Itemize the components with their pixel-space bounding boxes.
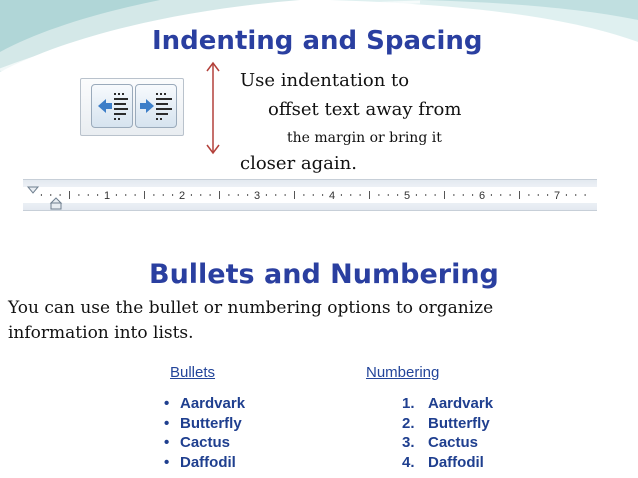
number-marker: 2. — [402, 414, 415, 432]
left-indent-marker[interactable] — [51, 203, 61, 209]
hanging-indent-marker[interactable] — [51, 198, 61, 203]
body-line-1: You can use the bullet or numbering options to organize — [8, 298, 494, 318]
ruler-number: 2 — [178, 190, 186, 202]
ruler-number: 4 — [328, 190, 336, 202]
bullet-marker: • — [164, 453, 170, 471]
list-item-label: Daffodil — [428, 453, 484, 471]
indent-toolbar — [80, 78, 184, 136]
body-paragraph — [8, 296, 608, 346]
number-marker: 1. — [402, 395, 415, 412]
ruler-number: 6 — [478, 190, 486, 202]
decrease-indent-button[interactable] — [91, 84, 133, 128]
bullets-heading: Bullets — [170, 364, 216, 381]
list-item — [164, 394, 245, 414]
bullet-marker: • — [164, 434, 170, 451]
ruler-number: 5 — [403, 190, 411, 202]
list-item-label: Butterfly — [180, 414, 242, 432]
increase-indent-button[interactable] — [135, 84, 177, 128]
list-item — [164, 414, 245, 434]
indent-line-3: the margin or bring it — [287, 130, 442, 146]
bullet-marker: • — [164, 395, 170, 412]
indent-line-4: closer again. — [240, 153, 357, 174]
ruler — [23, 179, 597, 211]
vertical-double-arrow-icon — [204, 60, 222, 156]
ruler-scale — [23, 180, 597, 212]
first-line-indent-marker[interactable] — [28, 187, 38, 193]
numbering-heading: Numbering — [366, 364, 440, 381]
list-item-label: Cactus — [180, 434, 231, 451]
list-item-label: Aardvark — [180, 395, 246, 412]
list-item — [164, 433, 245, 453]
ruler-number: 7 — [553, 190, 561, 202]
number-marker: 3. — [402, 434, 415, 451]
list-item-label: Daffodil — [180, 453, 236, 471]
list-item-label: Cactus — [428, 434, 479, 451]
list-item — [402, 453, 493, 473]
bullet-list — [164, 394, 245, 472]
body-line-2: information into lists. — [8, 323, 194, 343]
bullet-marker: • — [164, 414, 170, 432]
ruler-number: 3 — [253, 190, 261, 202]
list-item — [164, 453, 245, 473]
ruler-number: 1 — [103, 190, 111, 202]
indenting-title: Indenting and Spacing — [152, 26, 483, 56]
indent-line-2: offset text away from — [268, 99, 462, 120]
list-item — [402, 433, 493, 453]
number-marker: 4. — [402, 453, 415, 471]
list-item-label: Butterfly — [428, 414, 490, 432]
list-item — [402, 394, 493, 414]
decrease-indent-icon — [92, 85, 134, 129]
increase-indent-icon — [136, 85, 178, 129]
bullets-numbering-title: Bullets and Numbering — [149, 259, 499, 290]
list-item-label: Aardvark — [428, 395, 494, 412]
list-item — [402, 414, 493, 434]
indent-line-1: Use indentation to — [240, 70, 410, 91]
numbered-list — [402, 394, 493, 472]
